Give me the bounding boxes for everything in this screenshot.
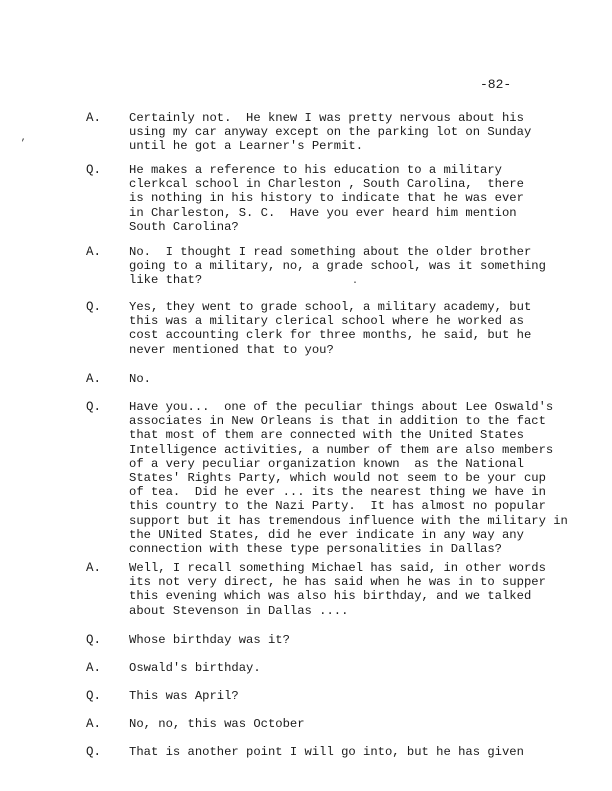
text-line: until he got a Learner's Permit. (129, 139, 364, 154)
text-line: using my car anyway except on the parking lot on Sunday (129, 125, 532, 140)
text-line: is nothing in his history to indicate that he was ever (129, 191, 524, 206)
speaker-label: Q. (86, 689, 102, 703)
text-line: clerkcal school in Charleston , South Carolina, there (129, 177, 524, 192)
text-line: Intelligence activities, a number of them are also members (129, 442, 554, 457)
text-line: Oswald's birthday. (129, 661, 261, 675)
text-line: support but it has tremendous influence with the military in (129, 513, 568, 528)
text-line: about Stevenson in Dallas .... (129, 603, 349, 618)
text-line: South Carolina? (129, 219, 239, 234)
page-number: -82- (480, 77, 512, 92)
speaker-label: Q. (86, 633, 102, 647)
text-line: No. (129, 372, 151, 386)
speaker-label: Q. (86, 163, 102, 177)
text-line: associates in New Orleans is that in addition to the fact (129, 414, 546, 429)
text-line: He makes a reference to his education to a military (129, 163, 502, 177)
text-line: Certainly not. He knew I was pretty nervous about his (129, 111, 524, 125)
speaker-label: A. (86, 661, 102, 675)
text-line: like that? (129, 273, 203, 288)
text-line: the UNited States, did he ever indicate in any way any (129, 527, 524, 542)
entry-text (129, 661, 579, 675)
text-line: Whose birthday was it? (129, 633, 290, 647)
text-line: never mentioned that to you? (129, 342, 334, 357)
text-line: of a very peculiar organization known as the National (129, 456, 524, 471)
text-line: that most of them are connected with the United States (129, 428, 524, 443)
text-line: this country to the Nazi Party. It has almost no popular (129, 499, 546, 514)
speaker-label: Q. (86, 300, 102, 314)
text-line: Yes, they went to grade school, a military academy, but (129, 300, 532, 314)
text-line: connection with these type personalities in Dallas? (129, 541, 502, 556)
speaker-label: A. (86, 372, 102, 386)
speaker-label: A. (86, 111, 102, 125)
entry-text (129, 111, 579, 154)
speaker-label: A. (86, 717, 102, 731)
text-line: this evening which was also his birthday, and we talked (129, 589, 532, 604)
text-line: Have you... one of the peculiar things about Lee Oswald's (129, 400, 554, 414)
speaker-label: A. (86, 245, 102, 259)
stray-mark: ’ (20, 139, 27, 150)
entry-text (129, 717, 579, 731)
text-line: its not very direct, he has said when he was in to supper (129, 575, 546, 590)
entry-text (129, 300, 579, 357)
text-line: No, no, this was October (129, 717, 305, 731)
entry-text (129, 689, 579, 703)
text-line: in Charleston, S. C. Have you ever heard him mention (129, 205, 517, 220)
speaker-label: Q. (86, 400, 102, 414)
text-line: That is another point I will go into, but he has given (129, 745, 524, 759)
text-line: cost accounting clerk for three months, he said, but he (129, 328, 532, 343)
entry-text (129, 745, 579, 759)
text-line: of tea. Did he ever ... its the nearest thing we have in (129, 485, 546, 500)
entry-text (129, 561, 579, 618)
entry-text (129, 400, 579, 556)
entry-text (129, 163, 579, 234)
speaker-label: A. (86, 561, 102, 575)
text-line: going to a military, no, a grade school, was it something (129, 259, 546, 274)
entry-text (129, 372, 579, 386)
text-line: No. I thought I read something about the older brother (129, 245, 532, 259)
speaker-label: Q. (86, 745, 102, 759)
text-line: this was a military clerical school where he worked as (129, 314, 524, 329)
text-line: Well, I recall something Michael has said, in other words (129, 561, 546, 575)
text-line: States' Rights Party, which would not seem to be your cup (129, 470, 546, 485)
text-line: This was April? (129, 689, 239, 703)
entry-text (129, 633, 579, 647)
stray-mark: · (352, 278, 359, 289)
